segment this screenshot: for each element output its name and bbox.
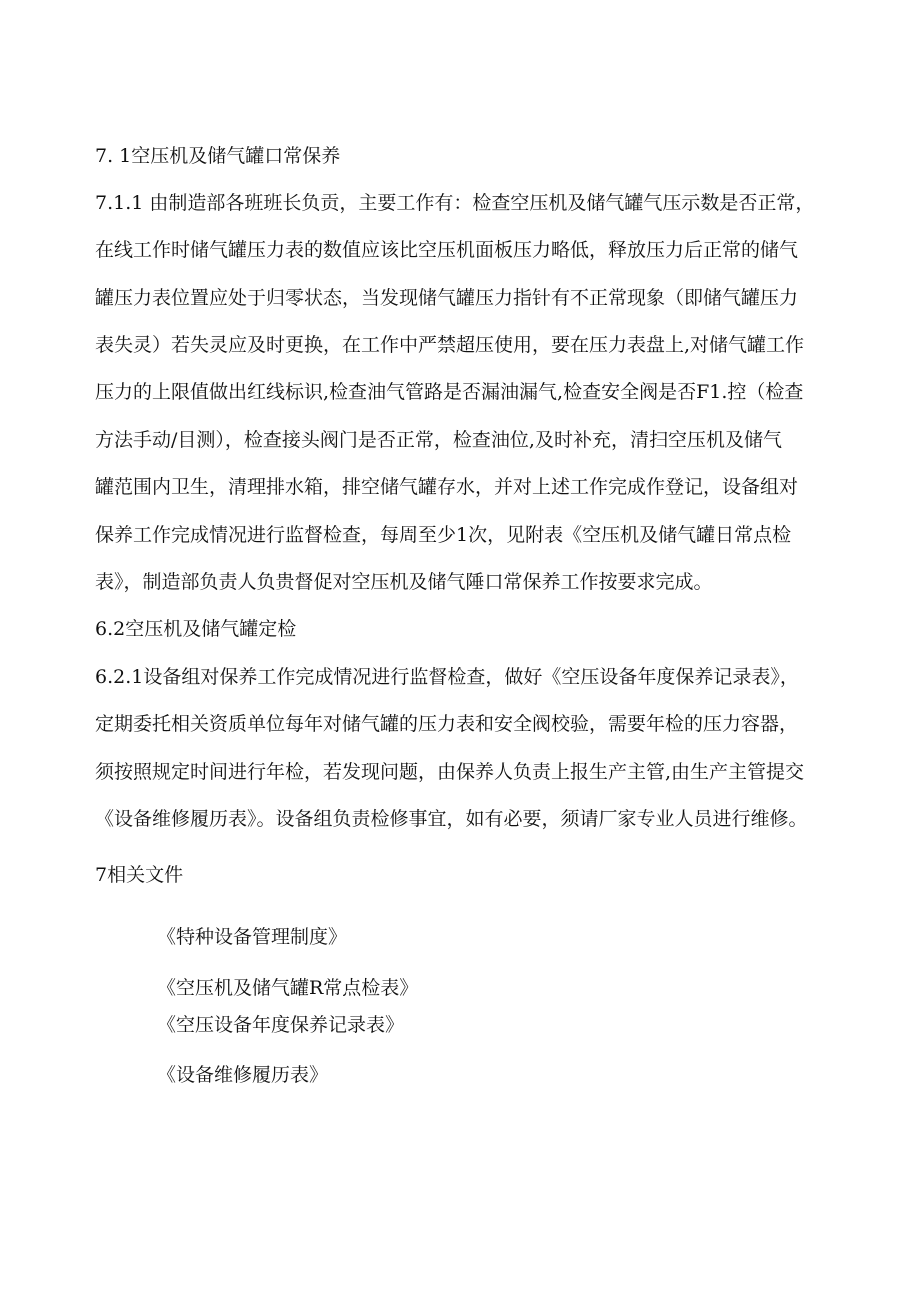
section-7-heading: 7相关文件 xyxy=(95,864,184,886)
related-doc-item: 《空压设备年度保养记录表》 xyxy=(157,1014,405,1036)
section-6-2-heading: 6.2空压机及储气罐定检 xyxy=(95,618,297,640)
section-7-1-1-line: 保养工作完成情况进行监督检查，每周至少1次，见附表《空压机及储气罐日常点检 xyxy=(95,524,792,546)
section-7-1-1-line: 表》，制造部负责人负贵督促对空压机及储气陲口常保养工作按要求完成。 xyxy=(95,571,713,593)
section-6-2-1-line: 须按照规定时间进行年检，若发现问题，由保养人负责上报生产主管,由生产主管提交 xyxy=(95,761,805,783)
section-7-1-1-line: 罐压力表位置应处于归零状态，当发现储气罐压力指针有不正常现象（即储气罐压力 xyxy=(95,287,799,309)
section-7-1-1-line: 表失灵）若失灵应及时更换，在工作中严禁超压使用，要在压力表盘上,对储气罐工作 xyxy=(95,334,805,356)
related-doc-item: 《空压机及储气罐R常点检表》 xyxy=(157,977,419,999)
section-7-1-1-line: 方法手动/目测），检查接头阀门是否正常，检查油位,及时补充，清扫空压机及储气 xyxy=(95,429,782,451)
section-7-1-1-line: 压力的上限值做出红线标识,检查油气管路是否漏油漏气,检查安全阀是否F1.控（检查 xyxy=(95,381,804,403)
section-7-1-heading: 7. 1空压机及储气罐口常保养 xyxy=(95,145,341,167)
section-6-2-1-line: 定期委托相关资质单位每年对储气罐的压力表和安全阀校验，需要年检的压力容器， xyxy=(95,713,799,735)
section-7-1-1-line: 在线工作时储气罐压力表的数值应该比空压机面板压力略低，释放压力后正常的储气 xyxy=(95,239,799,261)
related-doc-item: 《设备维修履历表》 xyxy=(157,1064,329,1086)
section-6-2-1-line: 6.2.1设备组对保养工作完成情况进行监督检查，做好《空压设备年度保养记录表》， xyxy=(95,666,799,688)
section-7-1-1-line: 罐范围内卫生，清理排水箱，排空储气罐存水，并对上述工作完成作登记，设备组对 xyxy=(95,476,799,498)
section-6-2-1-line: 《设备维修履历表》。设备组负责检修事宜，如有必要，须请厂家专业人员进行维修。 xyxy=(95,808,808,830)
related-doc-item: 《特种设备管理制度》 xyxy=(157,926,348,948)
section-7-1-1-line: 7.1.1 由制造部各班班长负贡，主要工作有：检查空压机及储气罐气压示数是否正常， xyxy=(95,192,815,214)
